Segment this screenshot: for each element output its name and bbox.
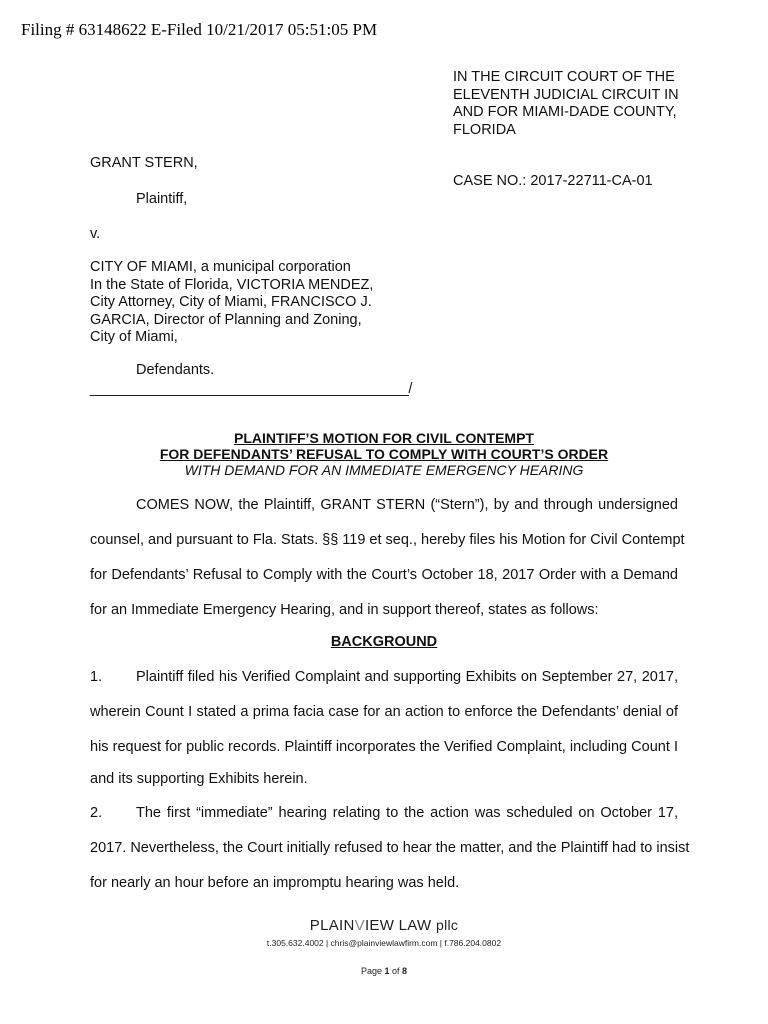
paragraph2-line: 2017. Nevertheless, the Court initially refused to hear the matter, and the Plaintiff had to insist <box>90 840 690 856</box>
court-name-block <box>453 69 679 139</box>
firm-name-prefix: PLAIN <box>309 917 355 934</box>
background-heading: BACKGROUND <box>330 634 438 650</box>
intro-line: counsel, and pursuant to Fla. Stats. §§ 119 et seq., hereby files his Motion for Civil Contempt <box>90 532 685 548</box>
firm-name-suffix: IEW LAW <box>364 917 432 934</box>
defendants-line: City Attorney, City of Miami, FRANCISCO J. <box>90 294 372 310</box>
versus: v. <box>90 226 101 242</box>
firm-contact: t.305.632.4002 | chris@plainviewlawfirm.com | f.786.204.0802 <box>266 938 502 948</box>
defendants-line: GARCIA, Director of Planning and Zoning, <box>90 311 362 328</box>
filing-header: Filing # 63148622 E-Filed 10/21/2017 05:51:05 PM <box>21 20 378 39</box>
paragraph2-line: for nearly an hour before an impromptu hearing was held. <box>90 875 460 891</box>
caption-signature-line: _________________________________________/ <box>90 381 413 397</box>
paragraph1-line: wherein Count I stated a prima facia case for an action to enforce the Defendants’ denial of <box>90 704 678 720</box>
page-total: 8 <box>402 966 408 976</box>
court-line: AND FOR MIAMI-DADE COUNTY, <box>453 104 677 120</box>
motion-title-line2: FOR DEFENDANTS’ REFUSAL TO COMPLY WITH COURT’S ORDER <box>159 446 609 462</box>
paragraph1-line: his request for public records. Plaintiff incorporates the Verified Complaint, including Count I <box>90 739 678 755</box>
plaintiff-role: Plaintiff, <box>136 191 188 207</box>
court-line: IN THE CIRCUIT COURT OF THE <box>453 69 675 85</box>
defendants-line: City of Miami, <box>90 329 178 345</box>
page-label: Page <box>360 966 382 976</box>
intro-line: COMES NOW, the Plaintiff, GRANT STERN (“Stern”), by and through undersigned <box>136 497 678 513</box>
firm-name-v: V <box>354 917 365 934</box>
case-number: CASE NO.: 2017-22711-CA-01 <box>453 173 653 189</box>
motion-title-line3: WITH DEMAND FOR AN IMMEDIATE EMERGENCY HEARING <box>184 462 584 478</box>
firm-logo <box>0 917 768 934</box>
court-line: ELEVENTH JUDICIAL CIRCUIT IN <box>453 86 679 103</box>
court-line: FLORIDA <box>453 121 516 138</box>
paragraph1-line: and its supporting Exhibits herein. <box>90 771 308 787</box>
paragraph-number: 2. <box>90 805 103 821</box>
defendants-block <box>90 259 373 347</box>
intro-line: for Defendants’ Refusal to Comply with the Court’s October 18, 2017 Order with a Demand <box>90 567 678 583</box>
paragraph2-first-line: The first “immediate” hearing relating to the action was scheduled on October 17, <box>136 805 678 821</box>
intro-line: for an Immediate Emergency Hearing, and in support thereof, states as follows: <box>90 602 599 618</box>
defendants-line: In the State of Florida, VICTORIA MENDEZ, <box>90 276 374 293</box>
page-number <box>0 966 768 976</box>
motion-title-line1: PLAINTIFF’S MOTION FOR CIVIL CONTEMPT <box>234 430 534 446</box>
paragraph-number: 1. <box>90 669 103 685</box>
defendants-line: CITY OF MIAMI, a municipal corporation <box>90 259 351 275</box>
page-current: 1 <box>384 966 390 976</box>
defendants-role: Defendants. <box>136 362 215 378</box>
paragraph1-first-line: Plaintiff filed his Verified Complaint and supporting Exhibits on September 27, 2017, <box>136 669 678 685</box>
firm-name-pllc: pllc <box>435 917 459 933</box>
page-of: of <box>392 966 400 976</box>
plaintiff-name: GRANT STERN, <box>90 155 198 171</box>
